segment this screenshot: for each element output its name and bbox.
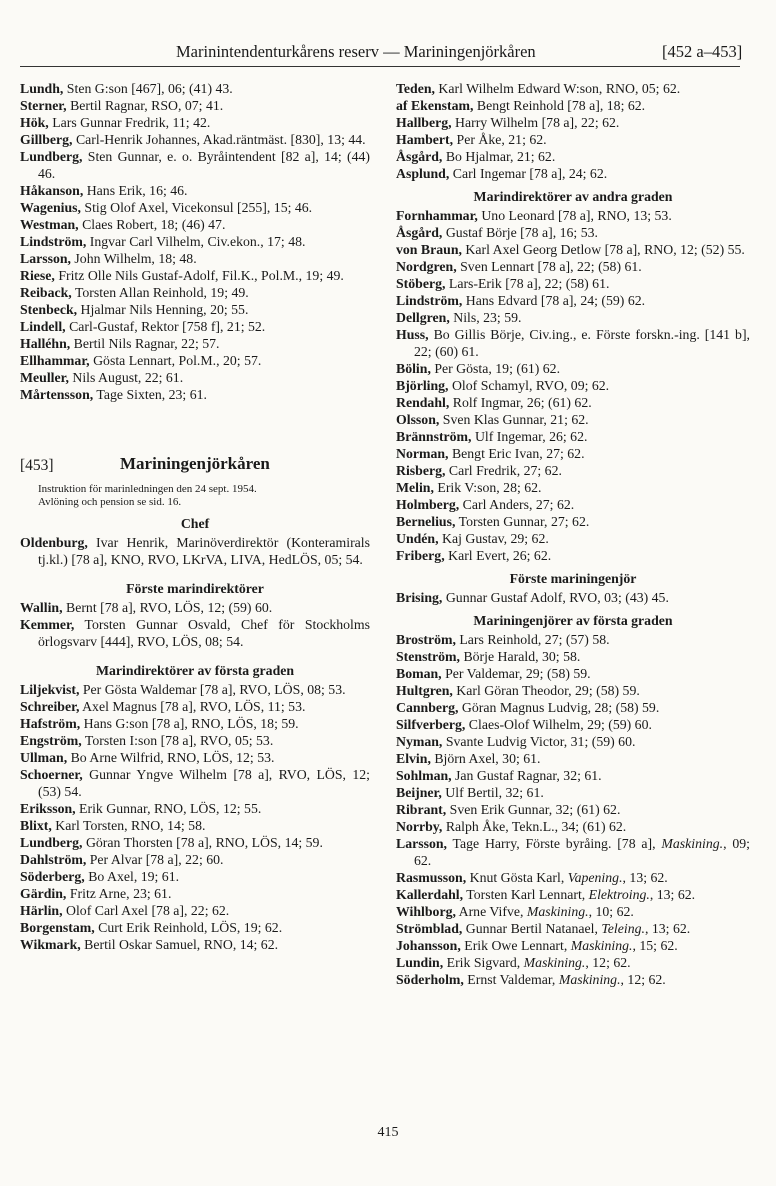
page-number: 415: [377, 1125, 399, 1140]
section-instructions: [38, 483, 370, 509]
roster-entry: [396, 394, 750, 411]
roster-entry: [20, 885, 370, 902]
roster-entry: [20, 114, 370, 131]
person-surname: Söderberg,: [20, 869, 85, 884]
person-surname: Huss,: [396, 327, 429, 342]
roster-entry: [396, 733, 750, 750]
roster-entry: [20, 868, 370, 885]
roster-entry: [20, 936, 370, 953]
roster-entry: [396, 479, 750, 496]
roster-entry: [396, 682, 750, 699]
person-details: Axel Magnus [78 a], RVO, LÖS, 11; 53.: [79, 699, 306, 714]
roster-entry: [20, 284, 370, 301]
person-details: Carl Anders, 27; 62.: [459, 497, 575, 512]
person-details: Svante Ludvig Victor, 31; (59) 60.: [442, 734, 636, 749]
person-details: Torsten Gunnar Osvald, Chef för Stockholms örlogsvarv [444], RVO, LÖS, 08; 54.: [38, 617, 370, 649]
header-section-range: [452 a–453]: [662, 42, 743, 61]
person-surname: Halléhn,: [20, 336, 71, 351]
person-details: Per Valdemar, 29; (58) 59.: [441, 666, 591, 681]
roster-entry: [396, 445, 750, 462]
roster-entry: [396, 114, 750, 131]
chef-list: [20, 534, 370, 568]
person-details: Sven Lennart [78 a], 22; (58) 61.: [456, 259, 642, 274]
roster-entry: [20, 732, 370, 749]
person-surname: Åsgård,: [396, 225, 443, 240]
roster-entry: [396, 767, 750, 784]
person-details: Göran Thorsten [78 a], RNO, LÖS, 14; 59.: [82, 835, 323, 850]
person-surname: Riese,: [20, 268, 55, 283]
person-details: Göran Magnus Ludvig, 28; (58) 59.: [458, 700, 660, 715]
person-surname: Brising,: [396, 590, 443, 605]
person-details: Arne Vifve,: [455, 904, 527, 919]
roster-entry: [20, 766, 370, 800]
person-details: Lars Gunnar Fredrik, 11; 42.: [48, 115, 211, 130]
person-surname: Teden,: [396, 81, 435, 96]
person-details: Sten G:son [467], 06; (41) 43.: [63, 81, 233, 96]
subheading-forste-marindirektorer: Förste marindirektörer: [126, 581, 264, 596]
person-surname: Dahlström,: [20, 852, 87, 867]
person-specialty: Elektroing.: [588, 887, 650, 902]
person-surname: Friberg,: [396, 548, 445, 563]
person-years: , 13; 62.: [622, 870, 668, 885]
person-details: Ulf Ingemar, 26; 62.: [471, 429, 588, 444]
person-details: Sten Gunnar, e. o. Byråintendent [82 a], 14; (44) 46.: [38, 149, 370, 181]
person-surname: Oldenburg,: [20, 535, 88, 550]
person-details: Björn Axel, 30; 61.: [430, 751, 541, 766]
person-details: Carl Fredrik, 27; 62.: [445, 463, 562, 478]
roster-entry: [20, 534, 370, 568]
person-details: Erik Sigvard,: [443, 955, 524, 970]
roster-entry: [20, 715, 370, 732]
marindirektorer-andra-list: [396, 207, 750, 564]
person-details: Hans G:son [78 a], RNO, LÖS, 18; 59.: [80, 716, 299, 731]
subheading-marindirektorer-andra: Marindirektörer av andra graden: [473, 189, 673, 204]
subheading-forste-mariningenjor: Förste mariningenjör: [509, 571, 637, 586]
person-surname: Wagenius,: [20, 200, 81, 215]
person-details: Rolf Ingmar, 26; (61) 62.: [449, 395, 592, 410]
person-surname: Rasmusson,: [396, 870, 467, 885]
person-surname: Larsson,: [396, 836, 447, 851]
person-surname: Olsson,: [396, 412, 440, 427]
roster-entry: [396, 589, 750, 606]
section-title: Mariningenjörkåren: [120, 454, 270, 473]
person-surname: Norrby,: [396, 819, 443, 834]
person-details: Hans Edvard [78 a], 24; (59) 62.: [462, 293, 646, 308]
person-specialty: Maskining.: [570, 938, 633, 953]
roster-entry: [396, 241, 750, 258]
roster-entry: [396, 886, 750, 903]
person-surname: Bölin,: [396, 361, 431, 376]
person-surname: Bernelius,: [396, 514, 456, 529]
roster-entry: [396, 496, 750, 513]
person-surname: Åsgård,: [396, 149, 443, 164]
forste-mariningenjor-list: [396, 589, 750, 606]
person-surname: Mårtensson,: [20, 387, 94, 402]
roster-entry: [20, 318, 370, 335]
roster-entry: [396, 428, 750, 445]
person-specialty: Maskining.: [661, 836, 724, 851]
person-surname: af Ekenstam,: [396, 98, 474, 113]
right-column: [396, 80, 750, 988]
mariningenjorer-forsta-list: [396, 631, 750, 988]
person-details: Torsten I:son [78 a], RVO, 05; 53.: [81, 733, 274, 748]
header-title: Marinintendenturkårens reserv — Mariningenjörkåren: [176, 42, 536, 61]
person-surname: Lindström,: [396, 293, 463, 308]
person-surname: Björling,: [396, 378, 449, 393]
person-surname: Fornhammar,: [396, 208, 478, 223]
person-details: Erik Gunnar, RNO, LÖS, 12; 55.: [75, 801, 262, 816]
person-details: Bo Gillis Börje, Civ.ing., e. Förste forskn.-ing. [141 b], 22; (60) 61.: [414, 327, 750, 359]
person-years: , 15; 62.: [632, 938, 678, 953]
person-surname: Lundin,: [396, 955, 444, 970]
person-details: John Wilhelm, 18; 48.: [70, 251, 197, 266]
person-details: Bo Arne Wilfrid, RNO, LÖS, 12; 53.: [67, 750, 275, 765]
person-surname: Lundberg,: [20, 835, 83, 850]
person-surname: Nordgren,: [396, 259, 457, 274]
person-details: Uno Leonard [78 a], RNO, 13; 53.: [477, 208, 672, 223]
person-details: Ulf Bertil, 32; 61.: [441, 785, 544, 800]
person-surname: Holmberg,: [396, 497, 460, 512]
person-surname: Hök,: [20, 115, 49, 130]
running-header: [0, 38, 776, 68]
roster-entry: [396, 971, 750, 988]
person-specialty: Maskining.: [523, 955, 586, 970]
section-heading: [20, 453, 370, 481]
person-surname: Ullman,: [20, 750, 68, 765]
person-surname: Beijner,: [396, 785, 442, 800]
person-details: Fritz Arne, 23; 61.: [66, 886, 172, 901]
person-details: Gustaf Börje [78 a], 16; 53.: [442, 225, 598, 240]
roster-entry: [20, 698, 370, 715]
person-details: Torsten Allan Reinhold, 19; 49.: [71, 285, 249, 300]
roster-entry: [396, 224, 750, 241]
roster-entry: [396, 165, 750, 182]
roster-entry: [396, 462, 750, 479]
person-surname: Eriksson,: [20, 801, 76, 816]
person-surname: Reiback,: [20, 285, 72, 300]
person-surname: Hallberg,: [396, 115, 452, 130]
person-surname: Asplund,: [396, 166, 450, 181]
roster-entry: [396, 309, 750, 326]
roster-entry: [396, 648, 750, 665]
person-details: Carl-Henrik Johannes, Akad.räntmäst. [830], 13; 44.: [72, 132, 366, 147]
roster-entry: [20, 817, 370, 834]
person-details: Nils August, 22; 61.: [68, 370, 184, 385]
person-details: Fritz Olle Nils Gustaf-Adolf, Fil.K., Pol.M., 19; 49.: [54, 268, 344, 283]
roster-entry: [396, 818, 750, 835]
roster-entry: [20, 834, 370, 851]
person-surname: Norman,: [396, 446, 449, 461]
person-surname: Lindell,: [20, 319, 66, 334]
person-specialty: Maskining.: [526, 904, 589, 919]
roster-entry: [396, 360, 750, 377]
roster-entry: [20, 199, 370, 216]
person-surname: Johansson,: [396, 938, 461, 953]
roster-entry: [396, 148, 750, 165]
person-details: Per Gösta, 19; (61) 62.: [430, 361, 561, 376]
roster-entry: [396, 835, 750, 869]
person-surname: Dellgren,: [396, 310, 450, 325]
person-details: Carl Ingemar [78 a], 24; 62.: [449, 166, 608, 181]
person-surname: von Braun,: [396, 242, 462, 257]
person-surname: Elvin,: [396, 751, 431, 766]
person-surname: Wikmark,: [20, 937, 81, 952]
roster-entry: [20, 148, 370, 182]
roster-entry: [20, 182, 370, 199]
person-details: Bo Axel, 19; 61.: [84, 869, 180, 884]
person-years: , 12; 62.: [585, 955, 631, 970]
person-surname: Undén,: [396, 531, 439, 546]
person-details: Kaj Gustav, 29; 62.: [438, 531, 549, 546]
person-surname: Wihlborg,: [396, 904, 456, 919]
person-years: , 12; 62.: [620, 972, 666, 987]
roster-entry: [396, 258, 750, 275]
instruction-line: Instruktion för marinledningen den 24 sept. 1954.: [38, 483, 257, 495]
roster-entry: [396, 937, 750, 954]
person-details: Harry Wilhelm [78 a], 22; 62.: [451, 115, 620, 130]
person-specialty: Maskining.: [558, 972, 621, 987]
roster-entry: [396, 954, 750, 971]
person-surname: Melin,: [396, 480, 434, 495]
roster-entry: [396, 292, 750, 309]
roster-entry: [20, 216, 370, 233]
roster-entry: [396, 903, 750, 920]
person-surname: Hambert,: [396, 132, 454, 147]
roster-entry: [396, 513, 750, 530]
roster-entry: [396, 750, 750, 767]
roster-entry: [396, 547, 750, 564]
person-years: , 13; 62.: [649, 887, 696, 902]
person-surname: Lindström,: [20, 234, 87, 249]
person-specialty: Teleing.: [601, 921, 645, 936]
person-surname: Söderholm,: [396, 972, 464, 987]
person-details: Sven Erik Gunnar, 32; (61) 62.: [446, 802, 621, 817]
person-surname: Stöberg,: [396, 276, 446, 291]
person-details: Per Gösta Waldemar [78 a], RVO, LÖS, 08; 53.: [79, 682, 346, 697]
person-details: Karl Axel Georg Detlow [78 a], RNO, 12; (52) 55.: [461, 242, 745, 257]
roster-entry: [396, 530, 750, 547]
person-surname: Cannberg,: [396, 700, 459, 715]
person-surname: Nyman,: [396, 734, 443, 749]
person-surname: Meuller,: [20, 370, 69, 385]
person-surname: Stenbeck,: [20, 302, 78, 317]
roster-entry: [20, 352, 370, 369]
person-details: Knut Gösta Karl,: [466, 870, 568, 885]
roster-entry: [396, 275, 750, 292]
roster-entry: [20, 233, 370, 250]
person-details: Ralph Åke, Tekn.L., 34; (61) 62.: [442, 819, 627, 834]
roster-entry: [396, 920, 750, 937]
person-surname: Larsson,: [20, 251, 71, 266]
person-surname: Gärdin,: [20, 886, 67, 901]
person-surname: Kallerdahl,: [396, 887, 464, 902]
roster-entry: [20, 616, 370, 650]
person-surname: Schreiber,: [20, 699, 80, 714]
person-details: Bengt Eric Ivan, 27; 62.: [448, 446, 585, 461]
person-details: Jan Gustaf Ragnar, 32; 61.: [451, 768, 602, 783]
person-surname: Wallin,: [20, 600, 63, 615]
person-surname: Håkanson,: [20, 183, 84, 198]
person-years: , 13; 62.: [644, 921, 691, 936]
roster-entry: [396, 631, 750, 648]
person-details: Stig Olof Axel, Vicekonsul [255], 15; 46.: [80, 200, 313, 215]
person-surname: Sohlman,: [396, 768, 452, 783]
person-surname: Schoerner,: [20, 767, 83, 782]
person-surname: Blixt,: [20, 818, 52, 833]
person-surname: Risberg,: [396, 463, 446, 478]
instruction-line: Avlöning och pension se sid. 16.: [38, 496, 182, 508]
person-details: Nils, 23; 59.: [449, 310, 522, 325]
person-surname: Liljekvist,: [20, 682, 80, 697]
person-surname: Silfverberg,: [396, 717, 466, 732]
person-details: Gunnar Bertil Natanael,: [462, 921, 602, 936]
person-surname: Hafström,: [20, 716, 81, 731]
person-details: Ernst Valdemar,: [463, 972, 559, 987]
person-details: Lars-Erik [78 a], 22; (58) 61.: [445, 276, 610, 291]
person-details: Sven Klas Gunnar, 21; 62.: [439, 412, 589, 427]
roster-entry: [20, 131, 370, 148]
header-rule: [20, 66, 740, 67]
roster-entry: [20, 369, 370, 386]
person-details: Per Alvar [78 a], 22; 60.: [86, 852, 224, 867]
person-surname: Borgenstam,: [20, 920, 95, 935]
person-surname: Westman,: [20, 217, 79, 232]
person-surname: Boman,: [396, 666, 442, 681]
person-details: Erik Owe Lennart,: [460, 938, 571, 953]
person-details: Karl Göran Theodor, 29; (58) 59.: [452, 683, 640, 698]
left-column: [20, 80, 370, 953]
roster-entry: [396, 131, 750, 148]
person-details: Curt Erik Reinhold, LÖS, 19; 62.: [94, 920, 283, 935]
roster-entry: [396, 411, 750, 428]
person-details: Börje Harald, 30; 58.: [460, 649, 581, 664]
person-details: Ivar Henrik, Marinöverdirektör (Konteramirals tj.kl.) [78 a], KNO, RVO, LKrVA, LIVA, HedLÖS, 05; 54.: [38, 535, 370, 567]
person-details: Karl Torsten, RNO, 14; 58.: [51, 818, 206, 833]
person-surname: Rendahl,: [396, 395, 450, 410]
person-details: Karl Evert, 26; 62.: [444, 548, 552, 563]
person-details: Bertil Ragnar, RSO, 07; 41.: [66, 98, 224, 113]
person-surname: Lundh,: [20, 81, 64, 96]
person-surname: Strömblad,: [396, 921, 463, 936]
roster-entry: [396, 699, 750, 716]
person-details: Lars Reinhold, 27; (57) 58.: [455, 632, 610, 647]
roster-entry: [20, 386, 370, 403]
person-details: Tage Harry, Förste byråing. [78 a],: [446, 836, 662, 851]
person-details: Claes Robert, 18; (46) 47.: [78, 217, 226, 232]
continued-list: [396, 80, 750, 182]
subheading-chef: Chef: [180, 516, 210, 531]
roster-entry: [396, 801, 750, 818]
roster-entry: [396, 97, 750, 114]
person-details: Per Åke, 21; 62.: [453, 132, 547, 147]
person-details: Gösta Lennart, Pol.M., 20; 57.: [89, 353, 262, 368]
roster-entry: [396, 377, 750, 394]
person-surname: Lundberg,: [20, 149, 83, 164]
person-details: Gunnar Yngve Wilhelm [78 a], RVO, LÖS, 12; (53) 54.: [38, 767, 370, 799]
roster-entry: [20, 919, 370, 936]
person-surname: Ribrant,: [396, 802, 447, 817]
person-details: Torsten Karl Lennart,: [463, 887, 589, 902]
person-details: Bengt Reinhold [78 a], 18; 62.: [473, 98, 646, 113]
roster-entry: [20, 80, 370, 97]
person-details: Torsten Gunnar, 27; 62.: [455, 514, 590, 529]
person-details: Erik V:son, 28; 62.: [433, 480, 542, 495]
person-details: Gunnar Gustaf Adolf, RVO, 03; (43) 45.: [442, 590, 669, 605]
roster-entry: [396, 207, 750, 224]
forste-marindirektorer-list: [20, 599, 370, 650]
person-details: Olof Schamyl, RVO, 09; 62.: [448, 378, 610, 393]
person-details: Olof Carl Axel [78 a], 22; 62.: [62, 903, 230, 918]
roster-entry: [20, 250, 370, 267]
roster-entry: [20, 851, 370, 868]
roster-entry: [20, 681, 370, 698]
person-surname: Engström,: [20, 733, 82, 748]
person-surname: Brännström,: [396, 429, 472, 444]
reserve-list: [20, 80, 370, 403]
person-details: Tage Sixten, 23; 61.: [93, 387, 207, 402]
roster-entry: [396, 784, 750, 801]
person-years: , 10; 62.: [588, 904, 634, 919]
person-details: Hjalmar Nils Henning, 20; 55.: [77, 302, 249, 317]
person-surname: Ellhammar,: [20, 353, 90, 368]
person-surname: Gillberg,: [20, 132, 73, 147]
person-surname: Stenström,: [396, 649, 460, 664]
person-surname: Sterner,: [20, 98, 67, 113]
subheading-marindirektorer-forsta: Marindirektörer av första graden: [95, 663, 295, 678]
person-surname: Broström,: [396, 632, 456, 647]
person-years: , 09; 62.: [414, 836, 750, 868]
section-number: [453]: [20, 457, 54, 474]
person-details: Hans Erik, 16; 46.: [83, 183, 188, 198]
roster-entry: [20, 267, 370, 284]
roster-entry: [20, 599, 370, 616]
roster-entry: [20, 301, 370, 318]
person-surname: Härlin,: [20, 903, 63, 918]
marindirektorer-forsta-list: [20, 681, 370, 953]
roster-entry: [396, 80, 750, 97]
roster-entry: [396, 716, 750, 733]
person-surname: Hultgren,: [396, 683, 453, 698]
person-specialty: Vapening.: [567, 870, 623, 885]
person-details: Claes-Olof Wilhelm, 29; (59) 60.: [465, 717, 652, 732]
person-details: Carl-Gustaf, Rektor [758 f], 21; 52.: [65, 319, 266, 334]
roster-entry: [396, 326, 750, 360]
roster-entry: [20, 97, 370, 114]
subheading-mariningenjorer-forsta: Mariningenjörer av första graden: [473, 613, 673, 628]
roster-entry: [20, 902, 370, 919]
person-surname: Kemmer,: [20, 617, 75, 632]
person-details: Bo Hjalmar, 21; 62.: [442, 149, 556, 164]
roster-entry: [20, 335, 370, 352]
roster-entry: [396, 665, 750, 682]
person-details: Bertil Nils Ragnar, 22; 57.: [70, 336, 220, 351]
person-details: Bernt [78 a], RVO, LÖS, 12; (59) 60.: [62, 600, 273, 615]
person-details: Bertil Oskar Samuel, RNO, 14; 62.: [80, 937, 279, 952]
roster-entry: [20, 800, 370, 817]
roster-entry: [20, 749, 370, 766]
person-details: Karl Wilhelm Edward W:son, RNO, 05; 62.: [434, 81, 681, 96]
roster-entry: [396, 869, 750, 886]
person-details: Ingvar Carl Vilhelm, Civ.ekon., 17; 48.: [86, 234, 306, 249]
